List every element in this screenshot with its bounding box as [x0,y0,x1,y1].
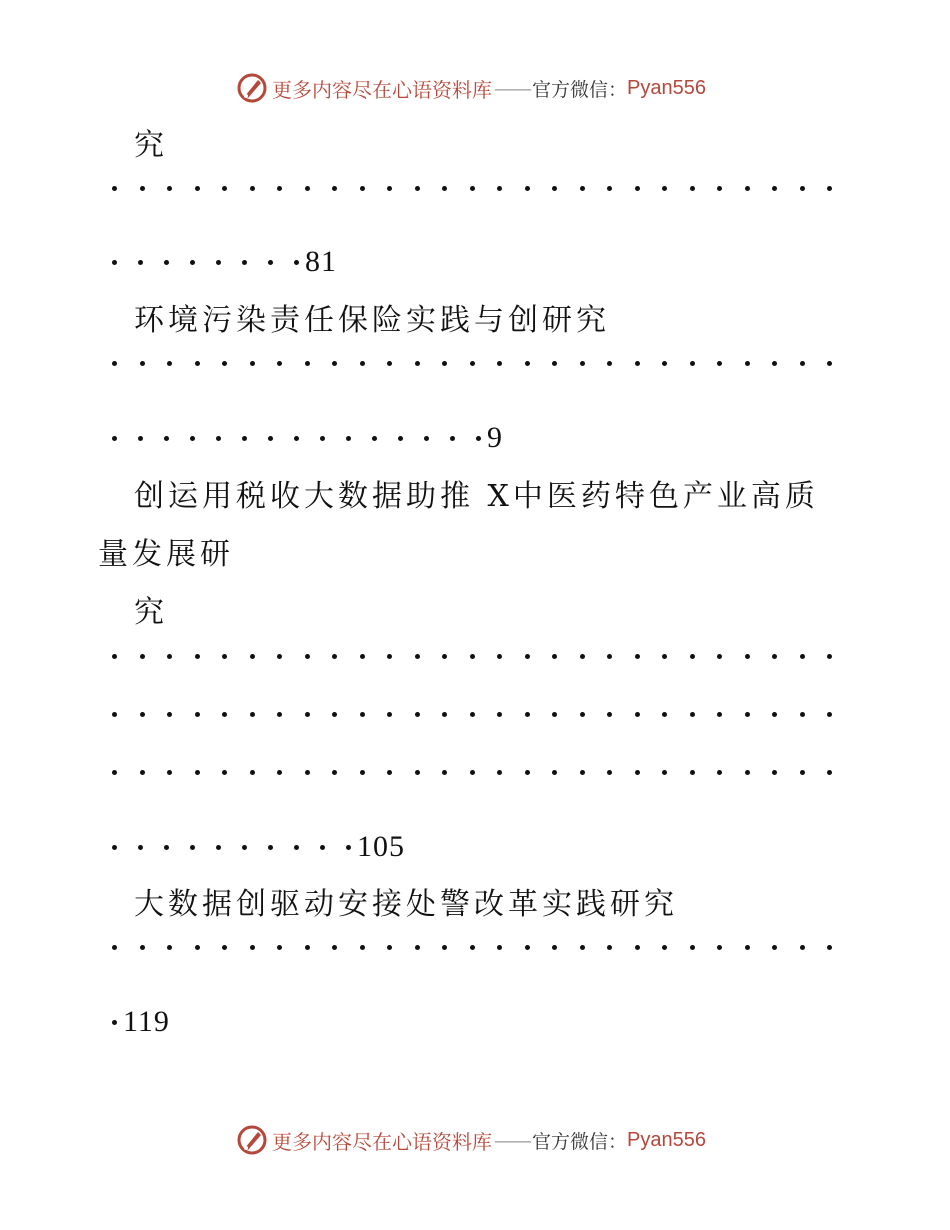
leader-dot [190,845,195,850]
leader-dot [332,712,337,717]
leader-dot [450,436,455,441]
leader-dot [138,436,143,441]
leader-dot [250,654,255,659]
leader-dot [305,945,310,950]
leader-dot [662,712,667,717]
leader-dot [250,361,255,366]
leader-dot [662,770,667,775]
leader-dot [525,361,530,366]
leader-dot [138,260,143,265]
leader-dot [305,770,310,775]
leader-dot [717,770,722,775]
leader-dot [745,945,750,950]
leader-dot [112,712,117,717]
leader-dot [470,361,475,366]
leader-dot [320,436,325,441]
leader-dot [497,186,502,191]
leader-dot [415,770,420,775]
toc-leader-dots [112,770,832,775]
toc-entry-title-continued: 量发展研 [98,537,234,572]
leader-dot [800,945,805,950]
leader-dot [580,945,585,950]
leader-dot [112,1020,117,1025]
leader-dot [607,654,612,659]
leader-dot [690,770,695,775]
leader-dot [800,361,805,366]
leader-dot [305,186,310,191]
leader-dot [442,361,447,366]
leader-dot [635,361,640,366]
wechat-label: 官方微信： [532,78,628,101]
leader-dot [717,712,722,717]
leader-dot [800,654,805,659]
leader-dot [497,712,502,717]
leader-dot [772,712,777,717]
leader-dot [442,654,447,659]
leader-dot [140,186,145,191]
toc-leader-dots [112,712,832,717]
leader-dot [360,361,365,366]
leader-dot [690,186,695,191]
leader-dot [717,945,722,950]
leader-dot [745,186,750,191]
leader-dot [138,845,143,850]
leader-dot [360,712,365,717]
leader-dot [800,186,805,191]
leader-dot [442,945,447,950]
toc-page-number: 81 [305,245,337,278]
leader-dot [346,845,351,850]
pen-logo-icon [236,1124,268,1156]
leader-dot [424,436,429,441]
leader-dot [167,361,172,366]
leader-dot [690,945,695,950]
leader-dot [112,945,117,950]
leader-dot [387,712,392,717]
toc-entry-title: 究 [134,128,168,163]
leader-dot [195,945,200,950]
leader-dot [442,712,447,717]
leader-dot [497,361,502,366]
leader-dot [662,361,667,366]
leader-dot [277,770,282,775]
leader-dot [112,436,117,441]
leader-dot [216,260,221,265]
leader-dot [690,654,695,659]
leader-dot [360,945,365,950]
footer-banner [236,1124,706,1156]
toc-entry-title: 环境污染责任保险实践与创研究 [134,303,610,338]
leader-dot [717,654,722,659]
leader-dot [827,770,832,775]
pen-logo-icon [236,72,268,104]
toc-page-leader [112,244,337,280]
leader-dot [497,770,502,775]
leader-dot [552,361,557,366]
leader-dot [360,770,365,775]
leader-dot [112,260,117,265]
leader-dot [772,770,777,775]
leader-dot [222,654,227,659]
leader-dot [195,770,200,775]
leader-dot [140,945,145,950]
leader-dot [662,186,667,191]
leader-dot [294,845,299,850]
leader-dot [415,945,420,950]
leader-dot [470,712,475,717]
leader-dot [250,770,255,775]
leader-dot [305,712,310,717]
leader-dot [167,186,172,191]
leader-dot [112,770,117,775]
leader-dot [195,361,200,366]
leader-dot [277,361,282,366]
leader-dot [222,361,227,366]
leader-dot [607,361,612,366]
toc-leader-dots [112,654,832,659]
leader-dot [332,654,337,659]
leader-dot [772,654,777,659]
leader-dot [525,945,530,950]
wechat-id: Pyan556 [627,1128,706,1151]
leader-dot [580,361,585,366]
leader-dot [470,186,475,191]
leader-dot [525,654,530,659]
banner-separator: —— [494,76,530,100]
toc-page-leader [112,1004,170,1040]
leader-dot [167,770,172,775]
banner-text: 更多内容尽在心语资料库 [272,1129,492,1154]
leader-dot [827,712,832,717]
leader-dot [470,654,475,659]
leader-dot [415,712,420,717]
leader-dot [607,186,612,191]
toc-entry-title: 大数据创驱动安接处警改革实践研究 [134,887,678,922]
leader-dot [470,770,475,775]
header-banner [236,72,706,104]
leader-dot [112,654,117,659]
leader-dot [607,945,612,950]
leader-dot [216,845,221,850]
leader-dot [552,186,557,191]
leader-dot [190,260,195,265]
toc-page-number: 105 [357,830,405,863]
leader-dot [525,712,530,717]
toc-leader-dots [112,945,832,950]
leader-dot [772,186,777,191]
leader-dot [164,260,169,265]
leader-dot [635,186,640,191]
leader-dot [387,654,392,659]
toc-entry-title-continued: 究 [134,595,168,630]
leader-dot [497,945,502,950]
leader-dot [745,712,750,717]
leader-dot [277,654,282,659]
leader-dot [662,945,667,950]
leader-dot [717,361,722,366]
leader-dot [415,186,420,191]
leader-dot [195,186,200,191]
leader-dot [305,361,310,366]
leader-dot [717,186,722,191]
leader-dot [442,186,447,191]
toc-entry-title: 创运用税收大数据助推 X中医药特色产业高质 [134,479,819,514]
leader-dot [305,654,310,659]
leader-dot [635,712,640,717]
leader-dot [167,712,172,717]
leader-dot [525,770,530,775]
leader-dot [277,712,282,717]
leader-dot [294,436,299,441]
leader-dot [164,436,169,441]
leader-dot [827,654,832,659]
leader-dot [827,945,832,950]
leader-dot [360,186,365,191]
leader-dot [552,770,557,775]
leader-dot [552,712,557,717]
leader-dot [690,712,695,717]
leader-dot [745,361,750,366]
leader-dot [690,361,695,366]
leader-dot [772,361,777,366]
leader-dot [268,436,273,441]
leader-dot [387,361,392,366]
leader-dot [497,654,502,659]
leader-dot [745,654,750,659]
leader-dot [387,186,392,191]
leader-dot [250,712,255,717]
wechat-label: 官方微信： [532,1130,628,1153]
leader-dot [250,186,255,191]
leader-dot [140,654,145,659]
leader-dot [294,260,299,265]
toc-leader-dots [112,186,832,191]
leader-dot [112,845,117,850]
leader-dot [387,945,392,950]
leader-dot [580,654,585,659]
leader-dot [242,436,247,441]
leader-dot [772,945,777,950]
leader-dot [332,361,337,366]
leader-dot [607,712,612,717]
leader-dot [827,186,832,191]
leader-dot [277,945,282,950]
leader-dot [470,945,475,950]
leader-dot [222,770,227,775]
leader-dot [320,845,325,850]
leader-dot [476,436,481,441]
toc-leader-dots [112,361,832,366]
leader-dot [580,712,585,717]
leader-dot [552,945,557,950]
leader-dot [415,654,420,659]
leader-dot [195,654,200,659]
leader-dot [112,186,117,191]
leader-dot [140,361,145,366]
leader-dot [112,361,117,366]
leader-dot [216,436,221,441]
leader-dot [415,361,420,366]
leader-dot [360,654,365,659]
leader-dot [242,845,247,850]
leader-dot [222,712,227,717]
leader-dot [800,712,805,717]
leader-dot [332,186,337,191]
leader-dot [387,770,392,775]
leader-dot [250,945,255,950]
leader-dot [332,770,337,775]
leader-dot [552,654,557,659]
wechat-id: Pyan556 [627,76,706,99]
leader-dot [190,436,195,441]
toc-page-number: 119 [123,1005,170,1038]
leader-dot [800,770,805,775]
leader-dot [607,770,612,775]
leader-dot [635,770,640,775]
leader-dot [277,186,282,191]
leader-dot [346,436,351,441]
leader-dot [827,361,832,366]
leader-dot [372,436,377,441]
leader-dot [222,186,227,191]
leader-dot [580,770,585,775]
leader-dot [525,186,530,191]
leader-dot [242,260,247,265]
leader-dot [398,436,403,441]
leader-dot [442,770,447,775]
leader-dot [140,770,145,775]
leader-dot [167,945,172,950]
leader-dot [635,654,640,659]
banner-separator: —— [494,1128,530,1152]
leader-dot [332,945,337,950]
leader-dot [268,260,273,265]
leader-dot [580,186,585,191]
leader-dot [140,712,145,717]
toc-page-leader [112,420,503,456]
leader-dot [662,654,667,659]
toc-page-number: 9 [487,421,503,454]
toc-page-leader [112,829,405,865]
leader-dot [745,770,750,775]
leader-dot [222,945,227,950]
leader-dot [164,845,169,850]
leader-dot [268,845,273,850]
leader-dot [635,945,640,950]
leader-dot [167,654,172,659]
banner-text: 更多内容尽在心语资料库 [272,77,492,102]
leader-dot [195,712,200,717]
